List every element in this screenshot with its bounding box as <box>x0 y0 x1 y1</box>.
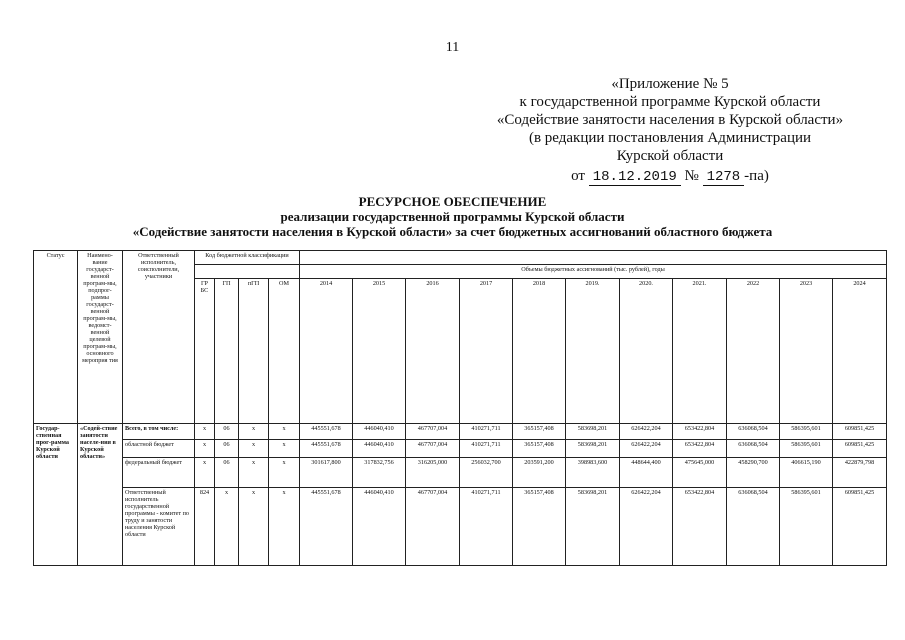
pgp-cell: х <box>239 488 269 566</box>
om-cell: х <box>269 458 300 488</box>
om-cell: х <box>269 440 300 458</box>
grbs-cell: х <box>195 424 215 440</box>
value-cell: 586395,601 <box>780 488 833 566</box>
header-year: 2021. <box>673 279 727 424</box>
value-cell: 609851,425 <box>833 440 887 458</box>
executor-cell: областной бюджет <box>123 440 195 458</box>
executor-cell: Ответственный исполнитель государственной программы - комитет по труду и занятости населения Курской области <box>123 488 195 566</box>
value-cell: 458290,700 <box>727 458 780 488</box>
value-cell: 203591,200 <box>513 458 566 488</box>
gp-cell: 06 <box>215 440 239 458</box>
pgp-cell: х <box>239 458 269 488</box>
table-row <box>34 424 887 440</box>
value-cell: 583698,201 <box>566 440 620 458</box>
value-cell: 583698,201 <box>566 424 620 440</box>
executor-cell: Всего, в том числе: <box>123 424 195 440</box>
value-cell: 653422,804 <box>673 440 727 458</box>
gp-cell: 06 <box>215 424 239 440</box>
header-om: ОМ <box>269 279 300 424</box>
grbs-cell: х <box>195 458 215 488</box>
value-cell: 583698,201 <box>566 488 620 566</box>
value-cell: 626422,204 <box>620 488 673 566</box>
value-cell: 446040,410 <box>353 488 406 566</box>
header-executor: Ответственный исполнитель, соисполнители, участники <box>123 251 195 424</box>
value-cell: 626422,204 <box>620 440 673 458</box>
value-cell: 467707,004 <box>406 488 460 566</box>
pgp-cell: х <box>239 424 269 440</box>
value-cell: 609851,425 <box>833 488 887 566</box>
resource-table <box>33 250 887 566</box>
header-year: 2019. <box>566 279 620 424</box>
decree-date: 18.12.2019 <box>589 169 681 186</box>
value-cell: 446040,410 <box>353 424 406 440</box>
header-gp: ГП <box>215 279 239 424</box>
header-year: 2022 <box>727 279 780 424</box>
om-cell: х <box>269 488 300 566</box>
value-cell: 256032,700 <box>460 458 513 488</box>
appendix-line-1: «Приложение № 5 <box>611 76 729 92</box>
header-pgp: пГП <box>239 279 269 424</box>
value-cell: 586395,601 <box>780 440 833 458</box>
value-cell: 445551,678 <box>300 424 353 440</box>
grbs-cell: х <box>195 440 215 458</box>
decree-suffix: -па) <box>744 168 769 184</box>
header-year: 2018 <box>513 279 566 424</box>
decree-number: 1278 <box>703 169 745 186</box>
value-cell: 636068,504 <box>727 440 780 458</box>
value-cell: 446040,410 <box>353 440 406 458</box>
header-year: 2015 <box>353 279 406 424</box>
header-status: Статус <box>34 251 78 424</box>
table-row <box>34 488 887 566</box>
value-cell: 316205,000 <box>406 458 460 488</box>
gp-cell: 06 <box>215 458 239 488</box>
title-line-1: РЕСУРСНОЕ ОБЕСПЕЧЕНИЕ <box>358 194 547 209</box>
value-cell: 406615,190 <box>780 458 833 488</box>
value-cell: 448644,400 <box>620 458 673 488</box>
value-cell: 445551,678 <box>300 440 353 458</box>
value-cell: 475645,000 <box>673 458 727 488</box>
grbs-cell: 824 <box>195 488 215 566</box>
om-cell: х <box>269 424 300 440</box>
appendix-line-4: (в редакции постановления Администрации <box>528 130 812 146</box>
value-cell: 445551,678 <box>300 488 353 566</box>
document-title <box>0 194 905 239</box>
header-year: 2017 <box>460 279 513 424</box>
appendix-line-3: «Содействие занятости населения в Курской области» <box>496 112 844 128</box>
value-cell: 422879,798 <box>833 458 887 488</box>
value-cell: 609851,425 <box>833 424 887 440</box>
header-year: 2024 <box>833 279 887 424</box>
value-cell: 653422,804 <box>673 488 727 566</box>
table-row <box>34 440 887 458</box>
gp-cell: х <box>215 488 239 566</box>
value-cell: 636068,504 <box>727 488 780 566</box>
header-year: 2020. <box>620 279 673 424</box>
title-line-3: «Содействие занятости населения в Курской области» за счет бюджетных ассигнований областного бюджета <box>132 224 773 239</box>
value-cell: 317832,756 <box>353 458 406 488</box>
number-prefix: № <box>684 168 699 184</box>
value-cell: 365157,408 <box>513 440 566 458</box>
header-budget-code: Код бюджетной классификации <box>195 251 300 265</box>
header-grbs: ГР БС <box>195 279 215 424</box>
value-cell: 410271,711 <box>460 440 513 458</box>
value-cell: 410271,711 <box>460 488 513 566</box>
header-year: 2023 <box>780 279 833 424</box>
header-year: 2014 <box>300 279 353 424</box>
value-cell: 365157,408 <box>513 424 566 440</box>
header-volumes: Объемы бюджетных ассигнований (тыс. рублей), годы <box>300 265 887 279</box>
value-cell: 626422,204 <box>620 424 673 440</box>
value-cell: 586395,601 <box>780 424 833 440</box>
program-name-cell: «Содей-ствие занятости населе-ния в Курской области» <box>78 424 123 566</box>
title-line-2: реализации государственной программы Курской области <box>280 209 625 224</box>
header-year: 2016 <box>406 279 460 424</box>
status-cell: Государ-ственная прог-рамма Курской области <box>34 424 78 566</box>
date-prefix: от <box>571 168 585 184</box>
value-cell: 410271,711 <box>460 424 513 440</box>
value-cell: 467707,004 <box>406 424 460 440</box>
appendix-date-line <box>470 167 870 186</box>
page-number: 11 <box>445 40 460 55</box>
pgp-cell: х <box>239 440 269 458</box>
value-cell: 398983,600 <box>566 458 620 488</box>
value-cell: 636068,504 <box>727 424 780 440</box>
value-cell: 365157,408 <box>513 488 566 566</box>
appendix-header <box>470 75 870 186</box>
executor-cell: федеральный бюджет <box>123 458 195 488</box>
value-cell: 467707,004 <box>406 440 460 458</box>
table-row <box>34 458 887 488</box>
value-cell: 301617,800 <box>300 458 353 488</box>
header-name: Наимено-вание государст-венной програм-мы, подпрог-раммы государст-венной програм-мы, ведомст-венной целевой програм-мы, основного мероприя тия <box>78 251 123 424</box>
value-cell: 653422,804 <box>673 424 727 440</box>
appendix-line-5: Курской области <box>616 148 724 164</box>
appendix-line-2: к государственной программе Курской области <box>519 94 821 110</box>
